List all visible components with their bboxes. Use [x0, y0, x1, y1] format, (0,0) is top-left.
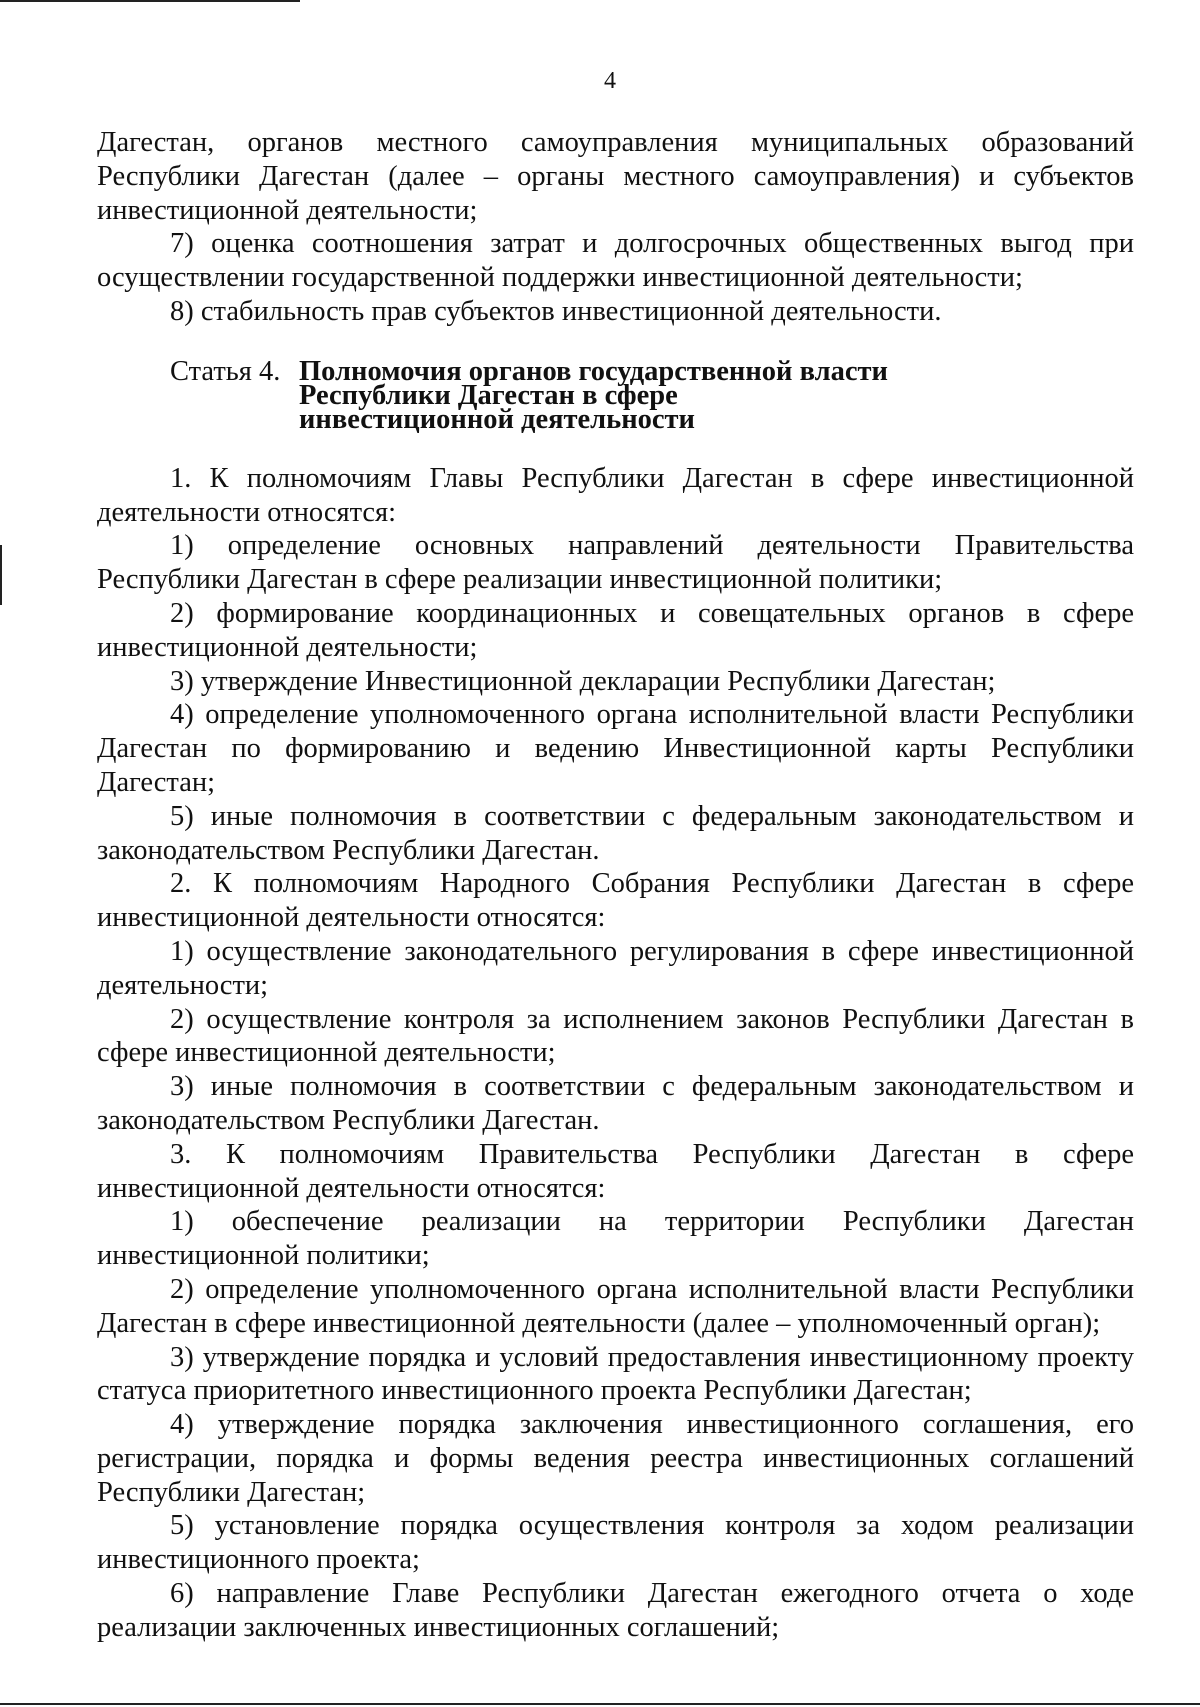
- list-item: 1) определение основных направлений деятельности Правительства Республики Дагестан в сфере реализации инвестиционной политики;: [97, 530, 1134, 596]
- list-item: 2) формирование координационных и совещательных органов в сфере инвестиционной деятельности;: [97, 597, 1134, 663]
- list-item: 2) определение уполномоченного органа исполнительной власти Республики Дагестан в сфере инвестиционной деятельности (далее – уполномоченный орган);: [97, 1273, 1134, 1339]
- section-lead: 2. К полномочиям Народного Собрания Республики Дагестан в сфере инвестиционной деятельности относятся:: [97, 868, 1134, 934]
- intro-item: 8) стабильность прав субъектов инвестиционной деятельности.: [170, 295, 942, 327]
- section-lead: 3. К полномочиям Правительства Республики Дагестан в сфере инвестиционной деятельности относятся:: [97, 1138, 1134, 1204]
- list-item: 4) утверждение порядка заключения инвестиционного соглашения, его регистрации, порядка и формы ведения реестра инвестиционных соглашений Республики Дагестан;: [97, 1409, 1134, 1508]
- article-title-line: Республики Дагестан в сфере: [299, 379, 678, 411]
- article-title-line: инвестиционной деятельности: [299, 403, 695, 435]
- article-title: [299, 355, 1134, 435]
- document-body: [97, 126, 1134, 1645]
- scan-edge-top: [0, 0, 300, 2]
- list-item: 2) осуществление контроля за исполнением законов Республики Дагестан в сфере инвестиционной деятельности;: [97, 1003, 1134, 1069]
- intro-continuation: Дагестан, органов местного самоуправления муниципальных образований Республики Дагестан (далее – органы местного самоуправления) и субъектов инвестиционной деятельности;: [97, 127, 1134, 226]
- scan-edge-bottom: [0, 1703, 1200, 1705]
- list-item: 3) утверждение порядка и условий предоставления инвестиционному проекту статуса приоритетного инвестиционного проекта Республики Дагестан;: [97, 1341, 1134, 1407]
- list-item: 1) обеспечение реализации на территории Республики Дагестан инвестиционной политики;: [97, 1206, 1134, 1272]
- list-item: 5) установление порядка осуществления контроля за ходом реализации инвестиционного проекта;: [97, 1510, 1134, 1576]
- article-heading: [170, 355, 1134, 435]
- page-number: 4: [604, 68, 616, 94]
- list-item: 6) направление Главе Республики Дагестан ежегодного отчета о ходе реализации заключенных инвестиционных соглашений;: [97, 1578, 1134, 1643]
- article-label: Статья 4.: [170, 355, 281, 387]
- article-title-line: Полномочия органов государственной власти: [299, 355, 888, 387]
- list-item: 1) осуществление законодательного регулирования в сфере инвестиционной деятельности;: [97, 935, 1134, 1001]
- intro-item: 7) оценка соотношения затрат и долгосрочных общественных выгод при осуществлении государственной поддержки инвестиционной деятельности;: [97, 228, 1134, 294]
- scan-edge-left: [0, 545, 2, 605]
- list-item: 5) иные полномочия в соответствии с федеральным законодательством и законодательством Республики Дагестан.: [97, 800, 1134, 866]
- list-item: 3) утверждение Инвестиционной декларации Республики Дагестан;: [170, 665, 996, 697]
- section-lead: 1. К полномочиям Главы Республики Дагестан в сфере инвестиционной деятельности относятся:: [97, 462, 1134, 528]
- list-item: 3) иные полномочия в соответствии с федеральным законодательством и законодательством Республики Дагестан.: [97, 1071, 1134, 1136]
- list-item: 4) определение уполномоченного органа исполнительной власти Республики Дагестан по формированию и ведению Инвестиционной карты Республики Дагестан;: [97, 699, 1134, 798]
